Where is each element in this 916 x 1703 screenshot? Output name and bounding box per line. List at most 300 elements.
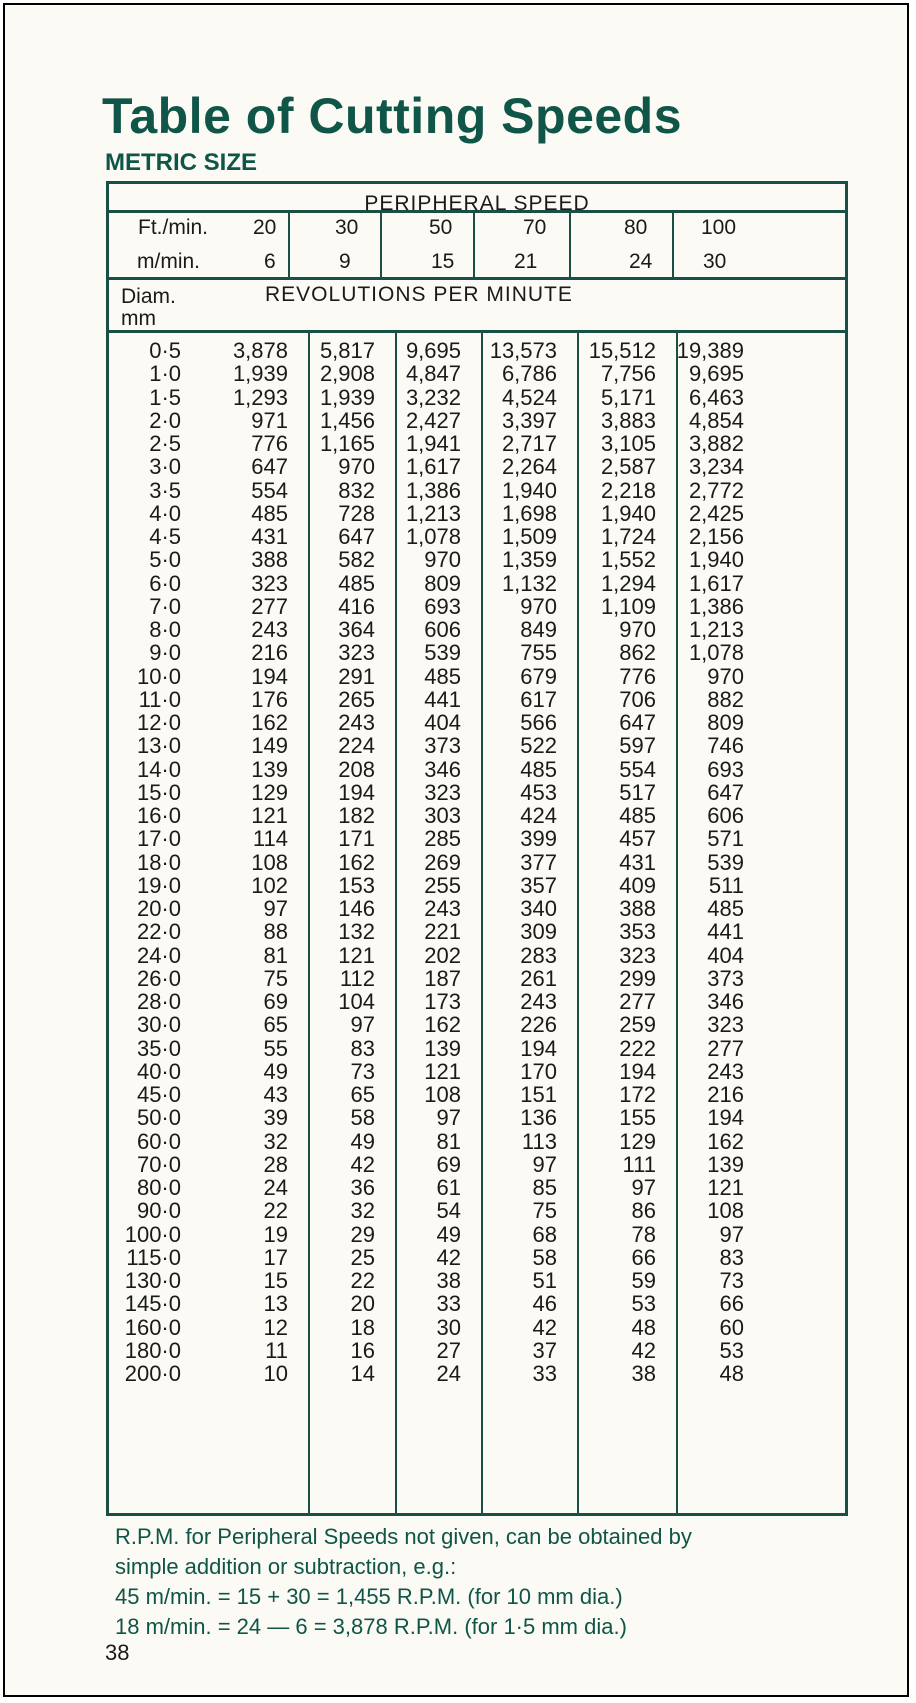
rpm-cell: 129 <box>619 1128 656 1154</box>
rpm-cell: 48 <box>719 1361 744 1386</box>
page-number: 38 <box>105 1640 130 1665</box>
m-min-label: m/min. <box>137 250 200 273</box>
rpm-cell: 139 <box>424 1035 461 1061</box>
rpm-cell: 647 <box>251 454 288 480</box>
rpm-cell: 139 <box>251 756 288 782</box>
rpm-cell: 162 <box>707 1128 744 1154</box>
rpm-cell: 66 <box>631 1244 656 1270</box>
rpm-cell: 13 <box>263 1291 288 1317</box>
table-row <box>109 664 845 689</box>
rpm-cell: 3,234 <box>688 454 744 480</box>
rpm-cell: 1,940 <box>688 547 744 573</box>
rpm-cell: 66 <box>719 1291 744 1317</box>
rpm-cell: 485 <box>707 896 744 921</box>
rpm-cell: 97 <box>631 1175 656 1200</box>
mm-label: mm <box>121 307 156 330</box>
rpm-cell: 172 <box>619 1082 656 1107</box>
diameter-cell: 70·0 <box>136 1151 181 1177</box>
rpm-cell: 15 <box>263 1268 288 1293</box>
rpm-cell: 776 <box>619 663 656 689</box>
table-row <box>109 943 845 968</box>
rpm-cell: 5,817 <box>319 338 375 363</box>
rpm-cell: 49 <box>350 1128 375 1154</box>
table-row <box>109 501 845 526</box>
rpm-cell: 1,294 <box>600 570 656 596</box>
rpm-cell: 42 <box>631 1337 656 1363</box>
rpm-cell: 1,213 <box>688 617 744 642</box>
diameter-cell: 8·0 <box>149 617 181 642</box>
rpm-cell: 647 <box>707 779 744 805</box>
rpm-cell: 776 <box>251 431 288 456</box>
rpm-heading: REVOLUTIONS PER MINUTE <box>265 283 573 306</box>
rpm-cell: 809 <box>707 710 744 735</box>
rpm-cell: 340 <box>520 896 557 921</box>
rpm-cell: 121 <box>424 1058 461 1084</box>
rpm-cell: 224 <box>338 733 375 759</box>
rpm-cell: 3,878 <box>232 338 288 363</box>
diameter-cell: 0·5 <box>149 338 181 363</box>
rpm-cell: 194 <box>707 1105 744 1131</box>
diam-label: Diam. <box>121 285 176 308</box>
rpm-cell: 265 <box>338 686 375 712</box>
rpm-cell: 404 <box>424 710 461 735</box>
rpm-cell: 1,293 <box>232 384 288 410</box>
diameter-cell: 115·0 <box>126 1244 181 1270</box>
rpm-cell: 323 <box>424 779 461 805</box>
rpm-cell: 104 <box>338 989 375 1014</box>
diameter-cell: 145·0 <box>124 1291 181 1317</box>
rpm-cell: 88 <box>263 919 288 945</box>
diameter-cell: 20·0 <box>136 896 181 921</box>
rpm-cell: 606 <box>707 803 744 828</box>
rpm-cell: 1,165 <box>319 431 375 456</box>
rpm-cell: 485 <box>251 500 288 526</box>
footer-example: 18 m/min. = 24 — 6 = 3,878 R.P.M. (for 1·5 mm dia.) <box>115 1614 627 1639</box>
table-row <box>109 873 845 898</box>
rpm-cell: 1,698 <box>501 500 557 526</box>
rpm-cell: 32 <box>350 1198 375 1224</box>
rpm-cell: 83 <box>350 1035 375 1061</box>
diameter-cell: 15·0 <box>136 779 181 805</box>
diameter-cell: 4·5 <box>149 524 181 549</box>
rpm-cell: 14 <box>350 1361 375 1386</box>
rpm-cell: 2,908 <box>319 361 375 387</box>
rpm-cell: 485 <box>619 803 656 828</box>
rpm-cell: 323 <box>251 570 288 596</box>
header-divider <box>288 213 290 277</box>
rpm-cell: 441 <box>424 686 461 712</box>
diameter-cell: 130·0 <box>124 1268 181 1293</box>
table-row <box>109 780 845 805</box>
rpm-cell: 222 <box>619 1035 656 1061</box>
rpm-cell: 1,213 <box>405 500 461 526</box>
header-divider <box>672 213 674 277</box>
table-row <box>109 1198 845 1223</box>
ft-value-20: 20 <box>253 216 277 239</box>
table-row <box>109 1152 845 1177</box>
rpm-cell: 554 <box>619 756 656 782</box>
table-row <box>109 1129 845 1154</box>
rpm-cell: 1,939 <box>319 384 375 410</box>
diameter-cell: 100·0 <box>124 1221 181 1247</box>
rpm-cell: 6,463 <box>688 384 744 410</box>
table-row <box>109 1315 845 1340</box>
rpm-cell: 53 <box>631 1291 656 1317</box>
rpm-cell: 202 <box>424 942 461 968</box>
rpm-cell: 216 <box>251 640 288 666</box>
diameter-cell: 12·0 <box>136 710 181 735</box>
rpm-cell: 22 <box>263 1198 288 1224</box>
rpm-cell: 42 <box>350 1151 375 1177</box>
rpm-cell: 2,218 <box>600 477 656 503</box>
rpm-cell: 1,509 <box>501 524 557 549</box>
table-row <box>109 687 845 712</box>
diameter-cell: 3·0 <box>149 454 181 480</box>
footer-example: 45 m/min. = 15 + 30 = 1,455 R.P.M. (for 10 mm dia.) <box>115 1584 623 1609</box>
peripheral-speed-heading: PERIPHERAL SPEED <box>364 192 590 215</box>
table-row <box>109 1361 845 1386</box>
rpm-cell: 51 <box>532 1268 557 1293</box>
rpm-cell: 970 <box>520 593 557 619</box>
rpm-cell: 3,397 <box>501 407 557 433</box>
rpm-cell: 4,524 <box>501 384 557 410</box>
table-row <box>109 617 845 642</box>
diameter-cell: 7·0 <box>149 593 181 619</box>
rpm-cell: 36 <box>350 1175 375 1200</box>
rpm-cell: 58 <box>350 1105 375 1131</box>
rpm-cell: 24 <box>263 1175 288 1200</box>
ft-value-30: 30 <box>335 216 359 239</box>
table-row <box>109 1175 845 1200</box>
diameter-cell: 3·5 <box>149 477 181 503</box>
rpm-cell: 597 <box>619 733 656 759</box>
rpm-cell: 9,695 <box>405 338 461 363</box>
diameter-cell: 19·0 <box>136 872 181 898</box>
rpm-cell: 78 <box>631 1221 656 1247</box>
rpm-cell: 30 <box>436 1314 461 1340</box>
rpm-cell: 3,883 <box>600 407 656 433</box>
ft-value-80: 80 <box>624 216 648 239</box>
rpm-cell: 38 <box>631 1361 656 1386</box>
rpm-cell: 277 <box>619 989 656 1014</box>
rpm-cell: 539 <box>707 849 744 875</box>
table-row <box>109 338 845 363</box>
rpm-cell: 243 <box>707 1058 744 1084</box>
rpm-cell: 2,156 <box>688 524 744 549</box>
rule-under-speed-header <box>109 277 845 280</box>
rpm-cell: 16 <box>350 1337 375 1363</box>
rpm-cell: 7,756 <box>600 361 656 387</box>
footer-line: simple addition or subtraction, e.g.: <box>115 1554 457 1579</box>
rpm-cell: 65 <box>350 1082 375 1107</box>
rpm-cell: 1,940 <box>501 477 557 503</box>
diameter-cell: 45·0 <box>136 1082 181 1107</box>
rpm-cell: 606 <box>424 617 461 642</box>
rpm-cell: 85 <box>532 1175 557 1200</box>
rpm-cell: 10 <box>263 1361 288 1386</box>
rpm-cell: 114 <box>252 826 288 852</box>
rpm-cell: 15,512 <box>588 338 656 363</box>
rpm-cell: 1,940 <box>600 500 656 526</box>
rpm-cell: 353 <box>619 919 656 945</box>
rpm-cell: 151 <box>520 1082 557 1107</box>
rpm-cell: 39 <box>263 1105 288 1131</box>
table-row <box>109 803 845 828</box>
rpm-cell: 20 <box>350 1291 375 1317</box>
diameter-cell: 30·0 <box>136 1012 181 1038</box>
rpm-cell: 2,717 <box>501 431 557 456</box>
rpm-cell: 243 <box>251 617 288 642</box>
ft-min-label: Ft./min. <box>138 216 209 239</box>
rpm-cell: 75 <box>532 1198 557 1224</box>
rpm-cell: 139 <box>707 1151 744 1177</box>
page-subtitle: METRIC SIZE <box>105 149 258 176</box>
rpm-cell: 69 <box>263 989 288 1014</box>
rpm-cell: 647 <box>338 524 375 549</box>
rpm-cell: 25 <box>350 1244 375 1270</box>
rpm-cell: 81 <box>263 942 288 968</box>
rpm-cell: 53 <box>719 1337 744 1363</box>
rpm-cell: 18 <box>350 1314 375 1340</box>
rpm-cell: 3,105 <box>600 431 656 456</box>
rpm-cell: 170 <box>520 1058 557 1084</box>
rpm-cell: 522 <box>520 733 557 759</box>
rpm-cell: 173 <box>424 989 461 1014</box>
rpm-cell: 13,573 <box>489 338 557 363</box>
table-row <box>109 431 845 456</box>
table-row <box>109 361 845 386</box>
rpm-cell: 108 <box>251 849 288 875</box>
rpm-cell: 299 <box>619 965 656 991</box>
table-row <box>109 524 845 549</box>
diameter-cell: 10·0 <box>136 663 181 689</box>
rpm-cell: 373 <box>424 733 461 759</box>
rpm-cell: 323 <box>338 640 375 666</box>
rpm-cell: 121 <box>338 942 375 968</box>
rpm-cell: 755 <box>520 640 557 666</box>
rpm-cell: 431 <box>251 524 288 549</box>
rpm-cell: 970 <box>707 663 744 689</box>
rpm-cell: 882 <box>707 686 744 712</box>
rpm-cell: 1,724 <box>600 524 656 549</box>
diameter-cell: 2·0 <box>149 407 181 433</box>
rpm-cell: 59 <box>631 1268 656 1293</box>
rpm-cell: 1,109 <box>600 593 656 619</box>
rpm-cell: 176 <box>251 686 288 712</box>
rpm-cell: 42 <box>436 1244 461 1270</box>
table-row <box>109 408 845 433</box>
rpm-cell: 1,617 <box>688 570 744 596</box>
diameter-cell: 60·0 <box>136 1128 181 1154</box>
table-row <box>109 966 845 991</box>
rpm-cell: 485 <box>424 663 461 689</box>
rpm-cell: 971 <box>251 407 288 433</box>
rpm-cell: 571 <box>707 826 744 852</box>
m-value-21: 21 <box>514 250 538 273</box>
rpm-cell: 679 <box>520 663 557 689</box>
rpm-cell: 28 <box>263 1151 288 1177</box>
diameter-cell: 14·0 <box>136 756 181 782</box>
rpm-cell: 261 <box>520 965 557 991</box>
rpm-cell: 75 <box>263 965 288 991</box>
diameter-cell: 28·0 <box>136 989 181 1014</box>
rpm-cell: 554 <box>251 477 288 503</box>
rpm-cell: 73 <box>719 1268 744 1293</box>
cutting-speeds-table <box>106 181 848 1516</box>
diameter-cell: 2·5 <box>149 431 181 456</box>
rpm-cell: 73 <box>350 1058 375 1084</box>
rpm-cell: 424 <box>520 803 557 828</box>
diameter-cell: 6·0 <box>149 570 181 596</box>
rpm-cell: 132 <box>338 919 375 945</box>
rpm-cell: 102 <box>251 872 288 898</box>
rpm-cell: 453 <box>520 779 557 805</box>
rpm-cell: 61 <box>436 1175 461 1200</box>
rpm-cell: 357 <box>520 872 557 898</box>
rpm-cell: 24 <box>436 1361 461 1386</box>
table-row <box>109 1222 845 1247</box>
rpm-cell: 38 <box>436 1268 461 1293</box>
rpm-cell: 55 <box>263 1035 288 1061</box>
table-row <box>109 896 845 921</box>
diameter-cell: 160·0 <box>124 1314 181 1340</box>
rpm-cell: 22 <box>350 1268 375 1293</box>
diameter-cell: 13·0 <box>136 733 181 759</box>
rpm-cell: 1,386 <box>688 593 744 619</box>
rpm-cell: 97 <box>263 896 288 921</box>
rpm-cell: 399 <box>520 826 557 852</box>
rpm-cell: 1,456 <box>319 407 375 433</box>
table-row <box>109 1291 845 1316</box>
rpm-cell: 33 <box>532 1361 557 1386</box>
table-row <box>109 385 845 410</box>
rpm-cell: 283 <box>520 942 557 968</box>
rpm-cell: 46 <box>532 1291 557 1317</box>
rpm-cell: 3,232 <box>405 384 461 410</box>
m-value-6: 6 <box>264 250 276 273</box>
rpm-cell: 277 <box>251 593 288 619</box>
rpm-cell: 221 <box>424 919 461 945</box>
ft-value-70: 70 <box>523 216 547 239</box>
rpm-cell: 171 <box>338 826 375 852</box>
rpm-cell: 566 <box>520 710 557 735</box>
header-divider <box>380 213 382 277</box>
m-value-15: 15 <box>431 250 455 273</box>
rpm-cell: 746 <box>707 733 744 759</box>
rpm-cell: 323 <box>619 942 656 968</box>
rpm-cell: 42 <box>532 1314 557 1340</box>
rpm-cell: 1,617 <box>405 454 461 480</box>
table-row <box>109 1059 845 1084</box>
rpm-cell: 485 <box>520 756 557 782</box>
rpm-cell: 194 <box>338 779 375 805</box>
rpm-cell: 2,427 <box>405 407 461 433</box>
table-row <box>109 1082 845 1107</box>
rpm-cell: 29 <box>350 1221 375 1247</box>
diameter-cell: 4·0 <box>149 500 181 526</box>
rpm-cell: 19,389 <box>676 338 744 363</box>
table-row <box>109 1105 845 1130</box>
rpm-cell: 291 <box>338 663 375 689</box>
rpm-cell: 5,171 <box>600 384 656 410</box>
rpm-cell: 111 <box>622 1151 656 1177</box>
table-row <box>109 1268 845 1293</box>
rpm-cell: 485 <box>338 570 375 596</box>
table-row <box>109 850 845 875</box>
rpm-cell: 706 <box>619 686 656 712</box>
table-row <box>109 1338 845 1363</box>
rpm-cell: 255 <box>424 872 461 898</box>
rpm-cell: 582 <box>338 547 375 573</box>
rpm-cell: 243 <box>424 896 461 921</box>
rpm-cell: 58 <box>532 1244 557 1270</box>
rpm-cell: 388 <box>619 896 656 921</box>
rpm-cell: 346 <box>707 989 744 1014</box>
rpm-cell: 108 <box>424 1082 461 1107</box>
diameter-cell: 50·0 <box>136 1105 181 1131</box>
table-row <box>109 594 845 619</box>
rpm-cell: 68 <box>532 1221 557 1247</box>
rpm-cell: 862 <box>619 640 656 666</box>
diameter-cell: 90·0 <box>136 1198 181 1224</box>
rpm-cell: 364 <box>338 617 375 642</box>
rpm-cell: 1,939 <box>232 361 288 387</box>
rpm-cell: 182 <box>338 803 375 828</box>
rpm-cell: 346 <box>424 756 461 782</box>
rpm-cell: 1,078 <box>405 524 461 549</box>
rpm-cell: 303 <box>424 803 461 828</box>
rpm-cell: 136 <box>520 1105 557 1131</box>
rpm-cell: 216 <box>707 1082 744 1107</box>
rpm-cell: 511 <box>708 872 744 898</box>
rpm-cell: 113 <box>521 1128 557 1154</box>
rpm-cell: 4,847 <box>405 361 461 387</box>
table-row <box>109 826 845 851</box>
rpm-cell: 728 <box>338 500 375 526</box>
rpm-cell: 373 <box>707 965 744 991</box>
rpm-cell: 693 <box>424 593 461 619</box>
diameter-cell: 200·0 <box>124 1361 181 1386</box>
rpm-cell: 1,132 <box>501 570 557 596</box>
rpm-cell: 86 <box>631 1198 656 1224</box>
rpm-cell: 323 <box>707 1012 744 1038</box>
rpm-cell: 129 <box>251 779 288 805</box>
rpm-cell: 69 <box>436 1151 461 1177</box>
table-row <box>109 640 845 665</box>
diameter-cell: 16·0 <box>136 803 181 828</box>
rpm-cell: 431 <box>619 849 656 875</box>
rpm-cell: 97 <box>436 1105 461 1131</box>
diameter-cell: 17·0 <box>136 826 181 852</box>
rpm-cell: 83 <box>719 1244 744 1270</box>
rpm-cell: 2,772 <box>688 477 744 503</box>
rpm-cell: 1,386 <box>405 477 461 503</box>
diameter-cell: 24·0 <box>136 942 181 968</box>
rpm-cell: 2,264 <box>501 454 557 480</box>
rpm-cell: 208 <box>338 756 375 782</box>
rpm-cell: 194 <box>251 663 288 689</box>
table-row <box>109 989 845 1014</box>
page <box>3 3 909 1697</box>
footer-note <box>115 1522 692 1642</box>
table-row <box>109 571 845 596</box>
table-row <box>109 757 845 782</box>
diameter-cell: 1·0 <box>149 361 181 387</box>
rpm-cell: 33 <box>436 1291 461 1317</box>
diameter-cell: 1·5 <box>149 384 181 410</box>
rpm-cell: 970 <box>619 617 656 642</box>
diameter-cell: 9·0 <box>149 640 181 666</box>
